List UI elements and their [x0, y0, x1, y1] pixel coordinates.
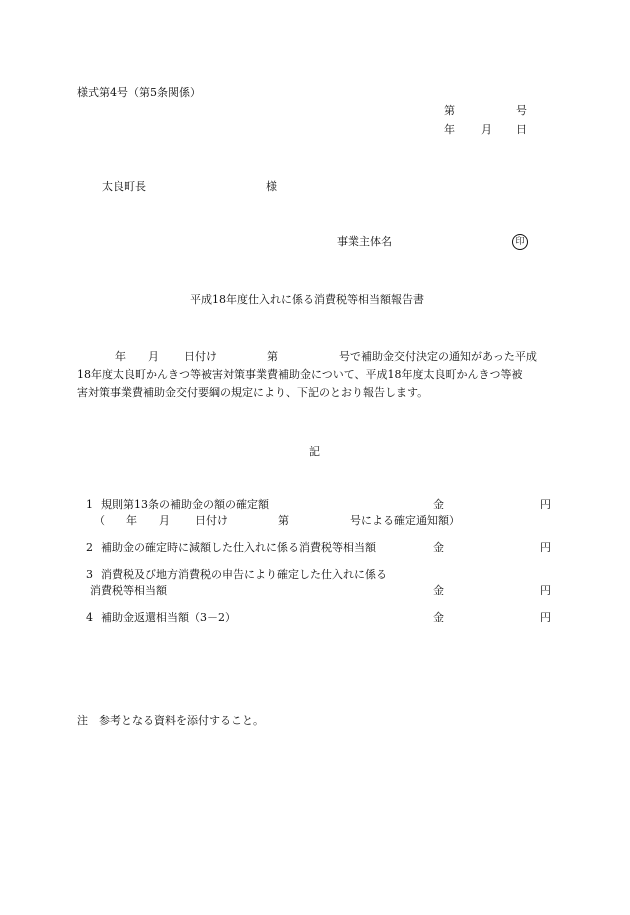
item-kin: 金	[433, 584, 444, 597]
item-label-line2: 消費税等相当額	[90, 584, 167, 597]
item-kin: 金	[433, 498, 444, 511]
body-line1-rest: 号で補助金交付決定の通知があった平成	[339, 350, 537, 363]
body-month: 月	[148, 350, 159, 363]
item-number: 2	[86, 541, 93, 554]
doc-number-prefix: 第	[444, 104, 455, 117]
date-year: 年	[444, 123, 455, 136]
item-sub-month: 月	[159, 514, 170, 527]
item-sub-no-prefix: 第	[278, 514, 289, 527]
item-number: 3	[86, 568, 93, 581]
item-label: 消費税及び地方消費税の申告により確定した仕入れに係る	[101, 568, 387, 581]
item-en: 円	[540, 541, 551, 554]
item-label: 規則第13条の補助金の額の確定額	[101, 498, 269, 511]
body-line3: 害対策事業費補助金交付要綱の規定により、下記のとおり報告します。	[77, 386, 429, 399]
item-sub-tail: 号による確定通知額）	[350, 514, 460, 527]
item-sub-day: 日付け	[195, 514, 228, 527]
date-month: 月	[481, 123, 492, 136]
item-sub-open: （	[94, 514, 105, 527]
item-en: 円	[540, 611, 551, 624]
body-no-prefix: 第	[267, 350, 278, 363]
item-label: 補助金返還相当額（3－2）	[101, 611, 236, 624]
doc-number-suffix: 号	[516, 104, 527, 117]
body-line2: 18年度太良町かんきつ等被害対策事業費補助金について、平成18年度太良町かんきつ等被	[77, 368, 523, 381]
ki-heading: 記	[309, 445, 320, 458]
addressee-name: 太良町長	[102, 180, 146, 193]
note: 注 参考となる資料を添付すること。	[77, 714, 264, 727]
item-en: 円	[540, 584, 551, 597]
addressee-honorific: 様	[266, 180, 277, 193]
document-title: 平成18年度仕入れに係る消費税等相当額報告書	[190, 293, 424, 306]
applicant-label: 事業主体名	[337, 235, 392, 248]
item-en: 円	[540, 498, 551, 511]
item-kin: 金	[433, 611, 444, 624]
item-sub-year: 年	[126, 514, 137, 527]
item-number: 4	[86, 611, 93, 624]
item-number: 1	[86, 498, 93, 511]
item-label: 補助金の確定時に減額した仕入れに係る消費税等相当額	[101, 541, 376, 554]
seal-mark: 印	[512, 234, 528, 250]
date-day: 日	[516, 123, 527, 136]
body-year: 年	[115, 350, 126, 363]
form-id: 様式第4号（第5条関係）	[77, 86, 201, 99]
item-kin: 金	[433, 541, 444, 554]
body-day: 日付け	[184, 350, 217, 363]
